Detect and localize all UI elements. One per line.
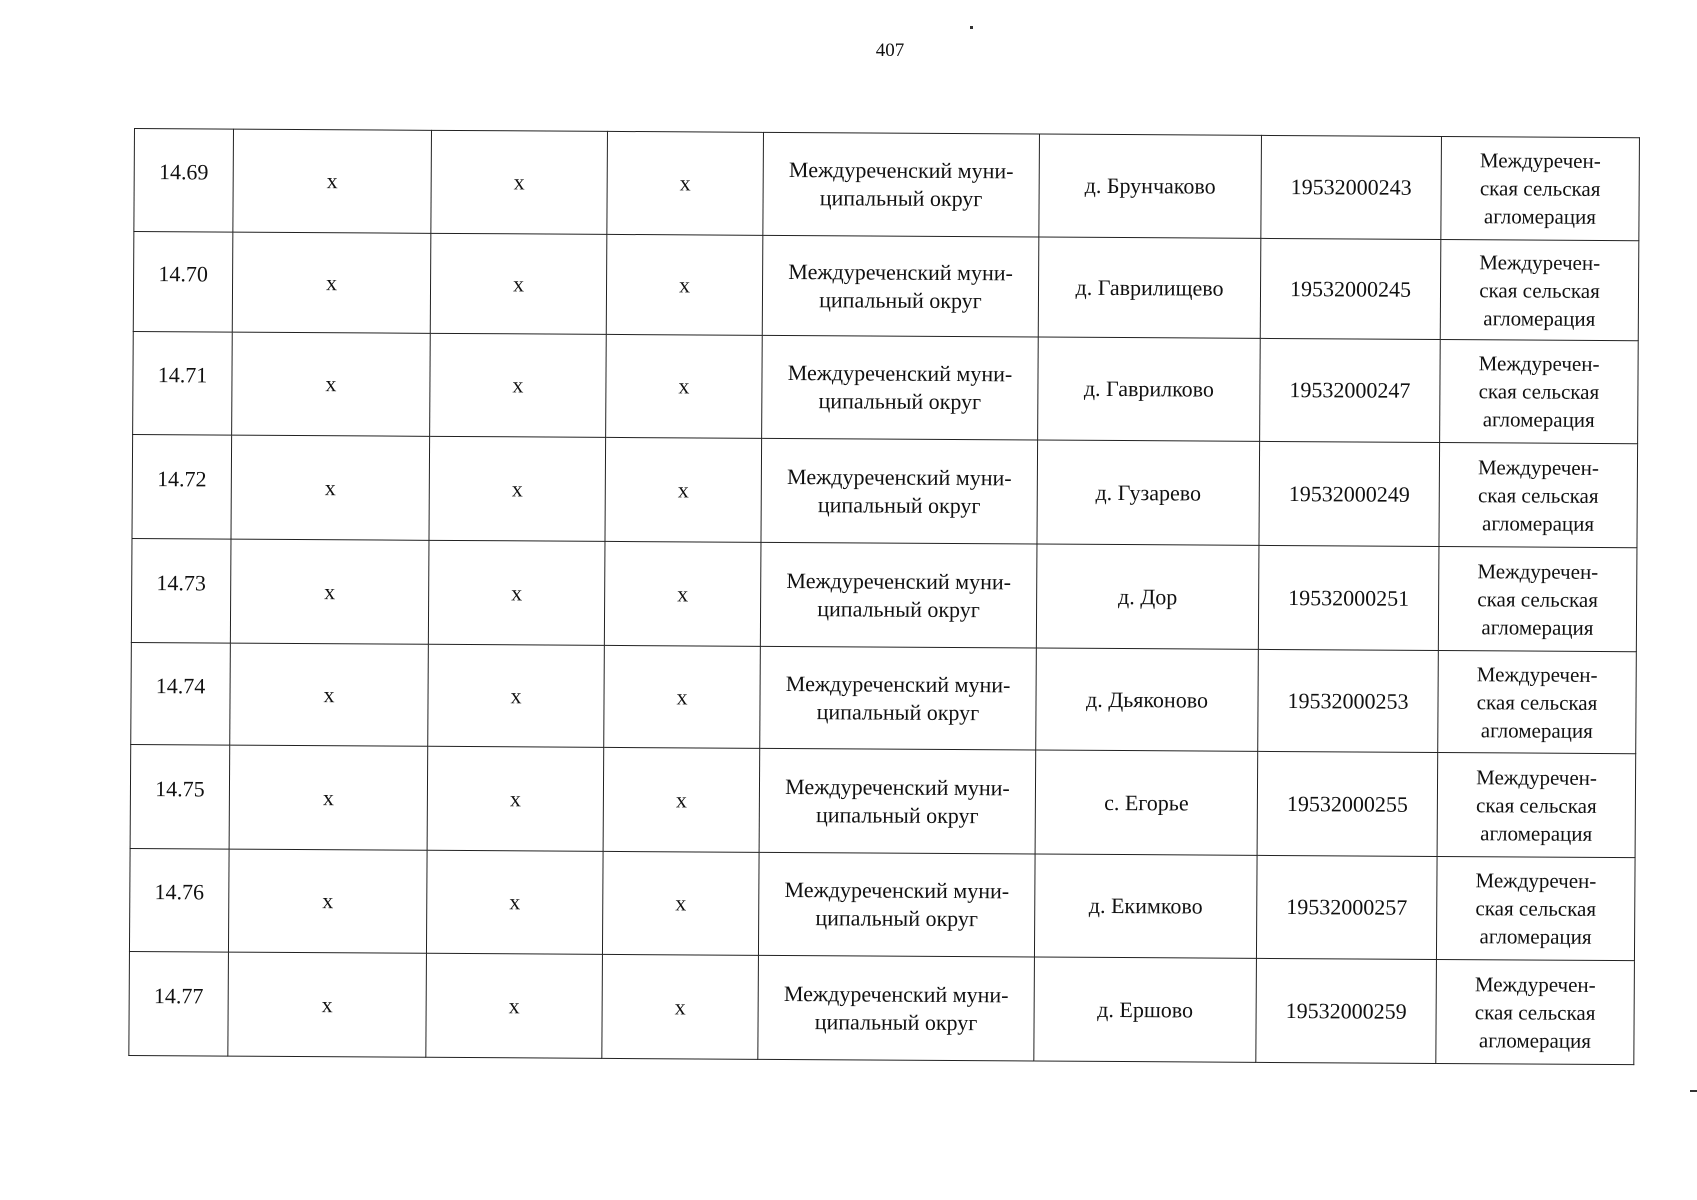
x-mark-cell: x [228,849,427,953]
x-mark-cell: x [606,234,763,335]
oktmo-code-cell: 19532000251 [1258,545,1439,650]
table-row [131,538,1637,651]
oktmo-code-cell: 19532000245 [1260,238,1441,339]
table-row [132,434,1638,547]
x-mark-cell: x [430,233,607,334]
agglomeration-cell: Междуречен- ская сельская агломерация [1436,959,1635,1064]
page-number: 407 [875,40,905,61]
row-number-cell: 14.74 [131,642,231,745]
x-mark-cell: x [428,644,605,747]
agglomeration-cell: Междуречен- ская сельская агломерация [1436,856,1635,960]
x-mark-cell: x [431,130,608,234]
settlement-cell: д. Брунчаково [1039,134,1262,238]
agglomeration-cell: Междуречен- ская сельская агломерация [1438,650,1637,753]
row-number-cell: 14.71 [133,331,233,435]
x-mark-cell: x [428,540,605,645]
row-number-cell: 14.76 [129,848,229,952]
x-mark-cell: x [229,745,428,850]
x-mark-cell: x [604,541,761,646]
x-mark-cell: x [605,437,762,542]
x-mark-cell: x [228,952,427,1057]
oktmo-code-cell: 19532000247 [1260,338,1441,442]
district-cell: Междуреченский муни- ципальный округ [762,235,1039,337]
x-mark-cell: x [426,850,603,954]
row-number-cell: 14.77 [129,951,229,1056]
x-mark-cell: x [233,129,432,233]
x-mark-cell: x [602,851,759,955]
settlement-cell: д. Гаврилищево [1038,237,1261,338]
oktmo-code-cell: 19532000255 [1257,751,1438,856]
x-mark-cell: x [232,332,431,436]
settlement-cell: д. Ершово [1034,957,1257,1062]
x-mark-cell: x [606,334,763,438]
table-body [129,129,1640,1065]
row-number-cell: 14.75 [130,744,230,849]
agglomeration-cell: Междуречен- ская сельская агломерация [1441,136,1640,240]
x-mark-cell: x [426,953,603,1058]
row-number-cell: 14.69 [134,129,234,233]
table-row [129,951,1635,1064]
agglomeration-cell: Междуречен- ская сельская агломерация [1440,239,1639,340]
oktmo-code-cell: 19532000249 [1259,441,1440,546]
registry-sheet [128,128,1639,1065]
district-cell: Междуреченский муни- ципальный округ [762,335,1039,440]
settlement-cell: д. Дор [1036,544,1259,649]
oktmo-code-cell: 19532000243 [1261,135,1442,239]
district-cell: Междуреченский муни- ципальный округ [759,748,1036,854]
settlement-cell: д. Гаврилково [1038,337,1261,441]
agglomeration-cell: Междуречен- ская сельская агломерация [1439,442,1638,547]
settlement-cell: с. Егорье [1035,750,1258,855]
oktmo-code-cell: 19532000259 [1256,958,1437,1063]
district-cell: Междуреченский муни- ципальный округ [760,646,1037,750]
agglomeration-cell: Междуречен- ская сельская агломерация [1438,546,1637,651]
table-row [129,848,1635,960]
table-row [133,331,1639,443]
settlement-cell: д. Екимково [1034,854,1257,958]
x-mark-cell: x [427,746,604,851]
scan-speck [970,26,973,29]
oktmo-code-cell: 19532000253 [1258,649,1439,752]
scan-speck [1690,1090,1697,1092]
district-cell: Междуреченский муни- ципальный округ [761,438,1038,544]
agglomeration-cell: Междуречен- ская сельская агломерация [1437,752,1636,857]
x-mark-cell: x [602,954,759,1059]
table-row [130,744,1636,857]
x-mark-cell: x [430,333,607,437]
settlement-cell: д. Дьяконово [1036,648,1259,751]
table-row [133,232,1639,341]
district-cell: Междуреченский муни- ципальный округ [758,955,1035,1061]
agglomeration-cell: Междуречен- ская сельская агломерация [1440,339,1639,443]
x-mark-cell: x [429,436,606,541]
district-cell: Междуреченский муни- ципальный округ [758,852,1035,957]
x-mark-cell: x [232,232,431,333]
x-mark-cell: x [607,131,764,235]
table-row [134,129,1640,241]
x-mark-cell: x [230,643,429,746]
x-mark-cell: x [604,645,761,748]
x-mark-cell: x [603,747,760,852]
x-mark-cell: x [230,539,429,644]
row-number-cell: 14.73 [131,538,231,643]
x-mark-cell: x [231,435,430,540]
settlements-table [128,128,1640,1065]
table-row [131,642,1637,753]
district-cell: Междуреченский муни- ципальный округ [763,132,1040,237]
settlement-cell: д. Гузарево [1037,440,1260,545]
row-number-cell: 14.72 [132,434,232,539]
district-cell: Междуреченский муни- ципальный округ [760,542,1037,648]
oktmo-code-cell: 19532000257 [1256,855,1437,959]
row-number-cell: 14.70 [133,232,233,333]
